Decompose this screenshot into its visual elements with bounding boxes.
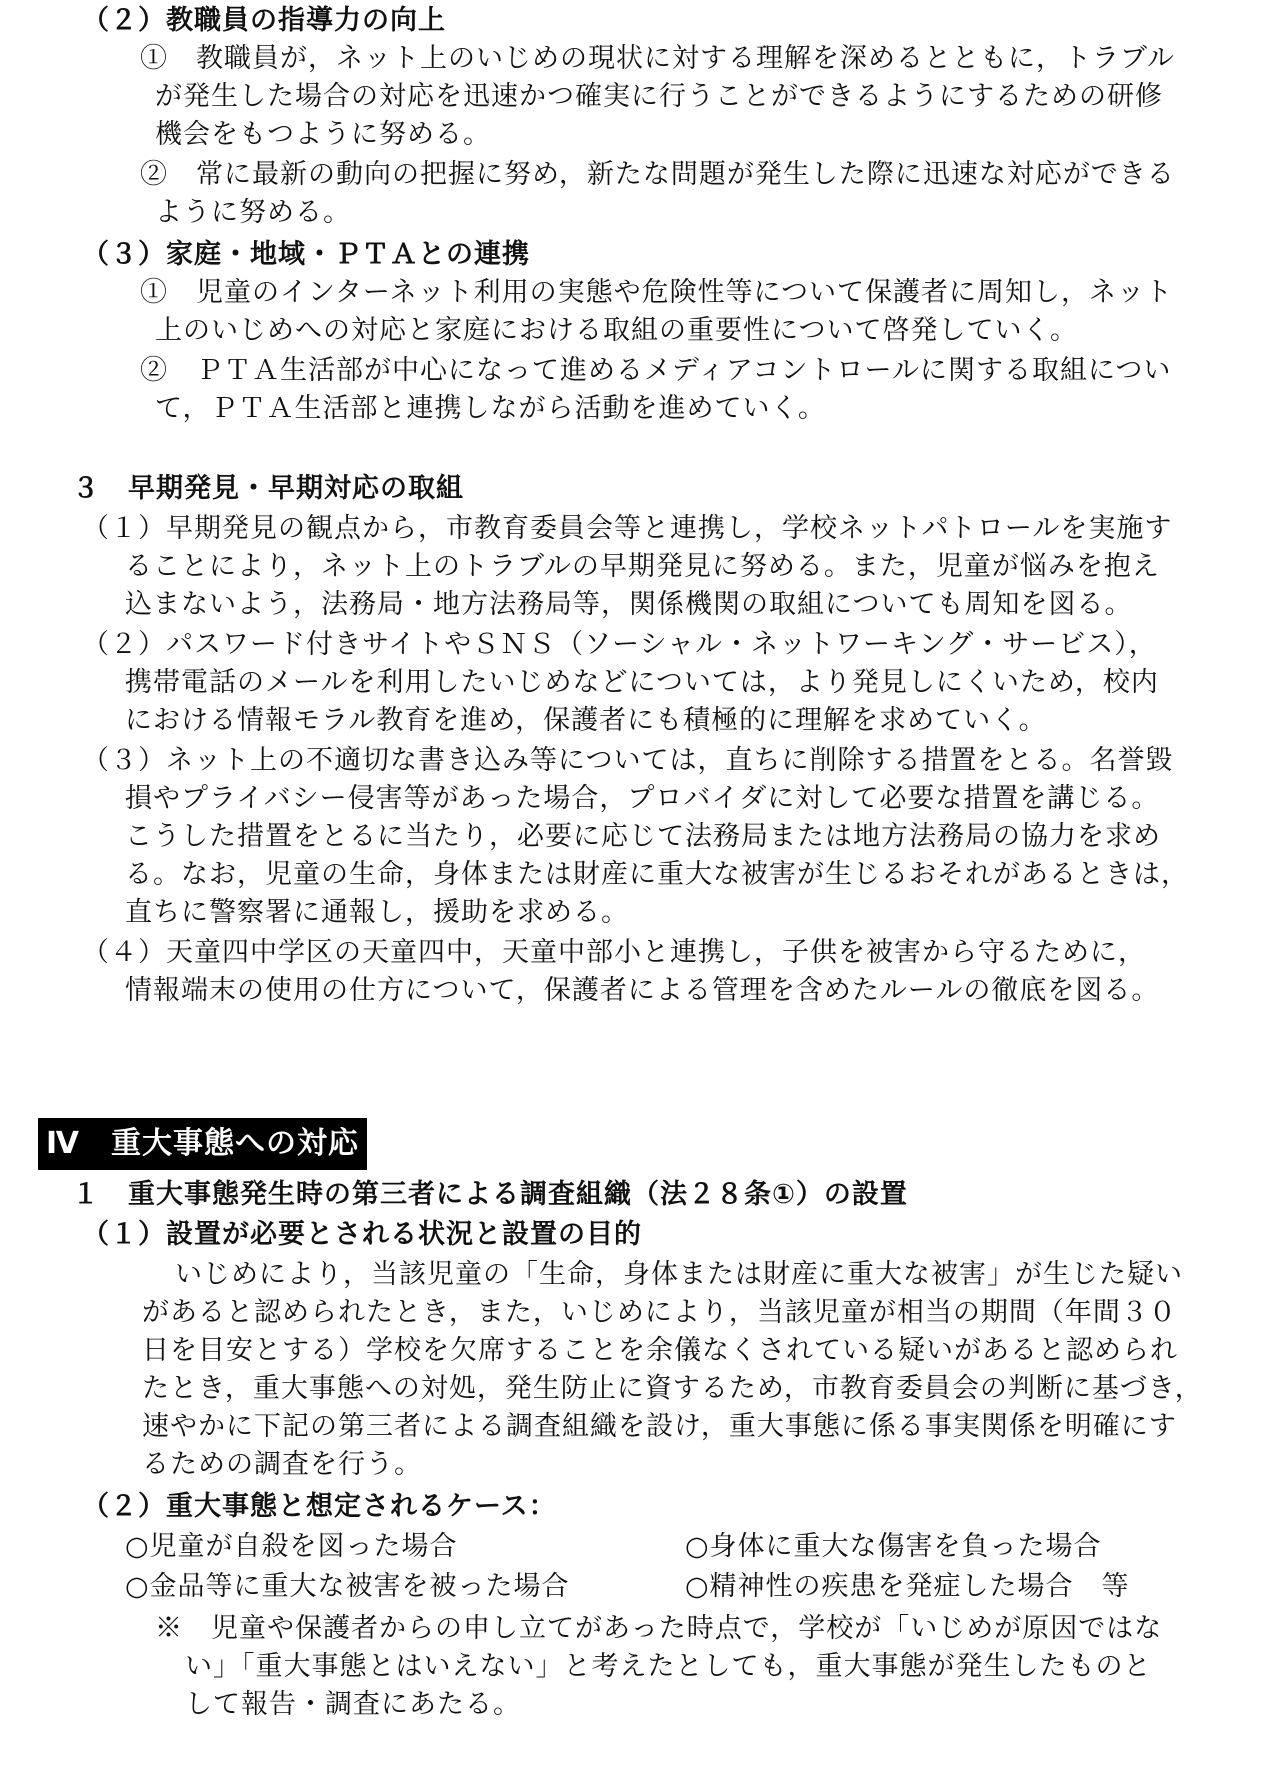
section-heading: （２）教職員の指導力の向上 [82,5,446,36]
list-item-line: （３）ネット上の不適切な書き込み等については，直ちに削除する措置をとる。名誉毀 [82,745,1174,776]
list-item-line: ② ＰＴＡ生活部が中心になって進めるメディアコントロールに関する取組につい [140,355,1172,386]
chapter-banner: Ⅳ 重大事態への対応 [38,1118,367,1170]
list-item-line: （１）早期発見の観点から，市教育委員会等と連携し，学校ネットパトロールを実施す [82,513,1173,544]
list-item-line: 携帯電話のメールを利用したいじめなどについては，より発見しにくいため，校内 [125,667,1159,698]
case-item: ○児童が自殺を図った場合 [125,1531,458,1562]
paragraph-line: 日を目安とする）学校を欠席することを余儀なくされている疑いがあると認められ [142,1335,1178,1366]
case-item: ○身体に重大な傷害を負った場合 [685,1531,1102,1562]
note-line: して報告・調査にあたる。 [185,1689,521,1720]
list-item-line: 上のいじめへの対応と家庭における取組の重要性について啓発していく。 [155,315,1078,346]
paragraph-line: るための調査を行う。 [142,1449,422,1480]
section-heading: ３ 早期発見・早期対応の取組 [72,473,464,504]
list-item-line: ように努める。 [155,197,351,228]
paragraph-line: 速やかに下記の第三者による調査組織を設け，重大事態に係る事実関係を明確にす [142,1411,1177,1442]
list-item-line: ① 児童のインターネット利用の実態や危険性等について保護者に周知し，ネット [140,277,1174,308]
case-item: ○精神性の疾患を発症した場合 等 [685,1571,1130,1602]
case-item: ○金品等に重大な被害を被った場合 [125,1571,570,1602]
list-item-line: における情報モラル教育を進め，保護者にも積極的に理解を求めていく。 [125,705,1047,736]
paragraph-line: があると認められたとき，また，いじめにより，当該児童が相当の期間（年間３０ [142,1297,1177,1328]
section-heading: １ 重大事態発生時の第三者による調査組織（法２８条①）の設置 [72,1179,908,1210]
list-item-line: 損やプライバシー侵害等があった場合，プロバイダに対して必要な措置を講じる。 [125,783,1160,814]
list-item-line: 情報端末の使用の仕方について，保護者による管理を含めたルールの徹底を図る。 [125,975,1160,1006]
paragraph-line: たとき，重大事態への対処，発生防止に資するため，市教育委員会の判断に基づき， [142,1373,1203,1404]
list-item-line: ① 教職員が，ネット上のいじめの現状に対する理解を深めるとともに，トラブル [140,43,1175,74]
list-item-line: （２）パスワード付きサイトやＳＮＳ（ソーシャル・ネットワーキング・サービス）， [82,629,1157,660]
subsection-heading: （１）設置が必要とされる状況と設置の目的 [82,1219,642,1250]
section-heading: （３）家庭・地域・ＰＴＡとの連携 [82,239,530,270]
paragraph-line: いじめにより，当該児童の「生命，身体または財産に重大な被害」が生じた疑い [175,1259,1183,1290]
note-line: い」「重大事態とはいえない」と考えたとしても，重大事態が発生したものと [185,1651,1152,1682]
note-line: ※ 児童や保護者からの申し立てがあった時点で，学校が「いじめが原因ではな [155,1613,1163,1644]
list-item-line: ることにより，ネット上のトラブルの早期発見に努める。また，児童が悩みを抱え [125,551,1160,582]
list-item-line: こうした措置をとるに当たり，必要に応じて法務局または地方法務局の協力を求め [125,821,1161,852]
list-item-line: て，ＰＴＡ生活部と連携しながら活動を進めていく。 [155,393,826,424]
subsection-heading: （２）重大事態と想定されるケース： [82,1491,557,1522]
list-item-line: （４）天童四中学区の天童四中，天童中部小と連携し，子供を被害から守るために， [82,937,1146,968]
list-item-line: 込まないよう，法務局・地方法務局等，関係機関の取組についても周知を図る。 [125,589,1133,620]
list-item-line: る。なお，児童の生命，身体または財産に重大な被害が生じるおそれがあるときは， [125,859,1189,890]
list-item-line: 直ちに警察署に通報し，援助を求める。 [125,897,629,928]
list-item-line: 機会をもつように努める。 [155,119,491,150]
list-item-line: が発生した場合の対応を迅速かつ確実に行うことができるようにするための研修 [155,81,1163,112]
list-item-line: ② 常に最新の動向の把握に努め，新たな問題が発生した際に迅速な対応ができる [140,159,1175,190]
